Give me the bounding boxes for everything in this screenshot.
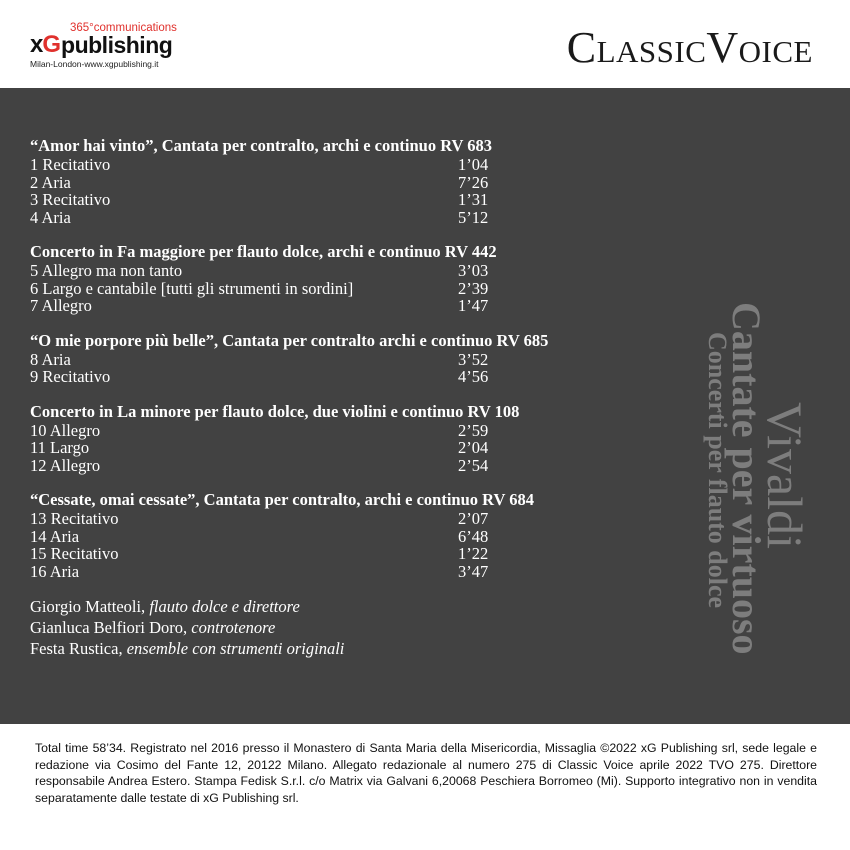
work-title: Concerto in La minore per flauto dolce, due violini e continuo RV 108 xyxy=(30,401,520,421)
work-section xyxy=(30,136,610,226)
track-row xyxy=(30,280,610,298)
masthead-title: ClassicVoice xyxy=(566,23,813,72)
track-duration: 3’47 xyxy=(458,561,489,581)
track-row xyxy=(30,351,610,369)
track-row xyxy=(30,439,610,457)
track-duration: 5’12 xyxy=(458,207,489,227)
track-duration: 1’31 xyxy=(458,190,489,209)
track-name: 6 Largo e cantabile [tutti gli strumenti in sordini] xyxy=(30,278,354,298)
track-name: 12 Allegro xyxy=(30,455,101,475)
track-duration: 2’39 xyxy=(458,278,489,298)
credits xyxy=(30,596,610,659)
track-row xyxy=(30,528,610,546)
credit-line xyxy=(30,617,610,638)
track-duration: 3’03 xyxy=(458,261,489,280)
track-row xyxy=(30,209,610,227)
works-list xyxy=(30,136,610,580)
work-section xyxy=(30,331,610,386)
track-duration: 7’26 xyxy=(458,172,489,192)
track-name: 11 Largo xyxy=(30,438,90,457)
performer-role: flauto dolce e direttore xyxy=(149,597,300,616)
track-name: 3 Recitativo xyxy=(30,190,111,209)
xg-publishing-logo xyxy=(30,22,190,72)
track-row xyxy=(30,510,610,528)
tracklist xyxy=(30,136,610,659)
work-title: “O mie porpore più belle”, Cantata per contralto archi e continuo RV 685 xyxy=(30,330,549,350)
spine-album-subtitle: Concerti per flauto dolce xyxy=(703,332,732,609)
track-row xyxy=(30,563,610,581)
track-name: 2 Aria xyxy=(30,172,71,192)
tracklist-panel xyxy=(0,88,850,724)
track-duration: 2’59 xyxy=(458,420,489,440)
track-name: 10 Allegro xyxy=(30,420,101,440)
track-name: 4 Aria xyxy=(30,207,71,227)
track-duration: 3’52 xyxy=(458,349,489,369)
track-name: 5 Allegro ma non tanto xyxy=(30,261,183,280)
performer-role: ensemble con strumenti originali xyxy=(126,639,345,658)
track-row xyxy=(30,262,610,280)
work-section xyxy=(30,242,610,315)
track-name: 15 Recitativo xyxy=(30,544,119,563)
performer-name: Giorgio Matteoli, xyxy=(30,597,150,616)
track-name: 16 Aria xyxy=(30,561,80,581)
track-duration: 2’54 xyxy=(458,455,489,475)
header xyxy=(0,0,850,88)
logo-tagline: 365°communications xyxy=(70,22,177,34)
track-duration: 1’22 xyxy=(458,544,489,563)
performer-role: controtenore xyxy=(191,618,276,637)
track-duration: 2’07 xyxy=(458,509,489,528)
track-row xyxy=(30,174,610,192)
work-title: “Cessate, omai cessate”, Cantata per contralto, archi e continuo RV 684 xyxy=(30,490,534,509)
spine-composer: Vivaldi xyxy=(757,402,813,549)
track-row xyxy=(30,545,610,563)
work-section xyxy=(30,490,610,580)
logo-wordmark: publishing xyxy=(61,31,173,58)
track-name: 8 Aria xyxy=(30,349,71,369)
xg-mark-icon: x G xyxy=(30,31,61,58)
track-row xyxy=(30,457,610,475)
work-title: “Amor hai vinto”, Cantata per contralto, archi e continuo RV 683 xyxy=(30,136,493,155)
track-row xyxy=(30,422,610,440)
track-row xyxy=(30,191,610,209)
track-name: 13 Recitativo xyxy=(30,509,119,528)
track-row xyxy=(30,368,610,386)
track-duration: 1’47 xyxy=(458,296,489,315)
performer-name: Festa Rustica, xyxy=(30,639,127,658)
work-title: Concerto in Fa maggiore per flauto dolce, archi e continuo RV 442 xyxy=(30,242,497,261)
track-name: 7 Allegro xyxy=(30,296,92,315)
track-row xyxy=(30,297,610,315)
track-name: 1 Recitativo xyxy=(30,155,111,174)
track-duration: 2’04 xyxy=(458,438,489,457)
work-section xyxy=(30,402,610,475)
track-duration: 6’48 xyxy=(458,526,489,546)
track-row xyxy=(30,156,610,174)
track-duration: 1’04 xyxy=(458,155,489,174)
logo-mark xyxy=(30,32,172,58)
track-name: 9 Recitativo xyxy=(30,367,111,386)
credit-line xyxy=(30,596,610,617)
track-duration: 4’56 xyxy=(458,367,489,386)
credit-line xyxy=(30,638,610,659)
footer-colophon: Total time 58’34. Registrato nel 2016 presso il Monastero di Santa Maria della Misericordia, Missaglia ©2022 xG Publishing srl, sede legale e redazione via Cosimo del Fante 12, 20122 Milano. Allegato redazionale al numero 275 di Classic Voice aprile 2022 TVO 275. Direttore responsabile Andrea Estero. Stampa Fedisk S.r.l. c/o Matrix via Galvani 6,20068 Peschiera Borromeo (Mi). Supporto integrativo non in vendita separatamente dalle testate di xG Publishing srl. xyxy=(35,741,817,805)
logo-subline: Milan-London-www.xgpublishing.it xyxy=(30,59,159,69)
spine-album-title: Cantate per virtuoso xyxy=(724,302,769,655)
performer-name: Gianluca Belfiori Doro, xyxy=(30,618,192,637)
track-name: 14 Aria xyxy=(30,526,80,546)
